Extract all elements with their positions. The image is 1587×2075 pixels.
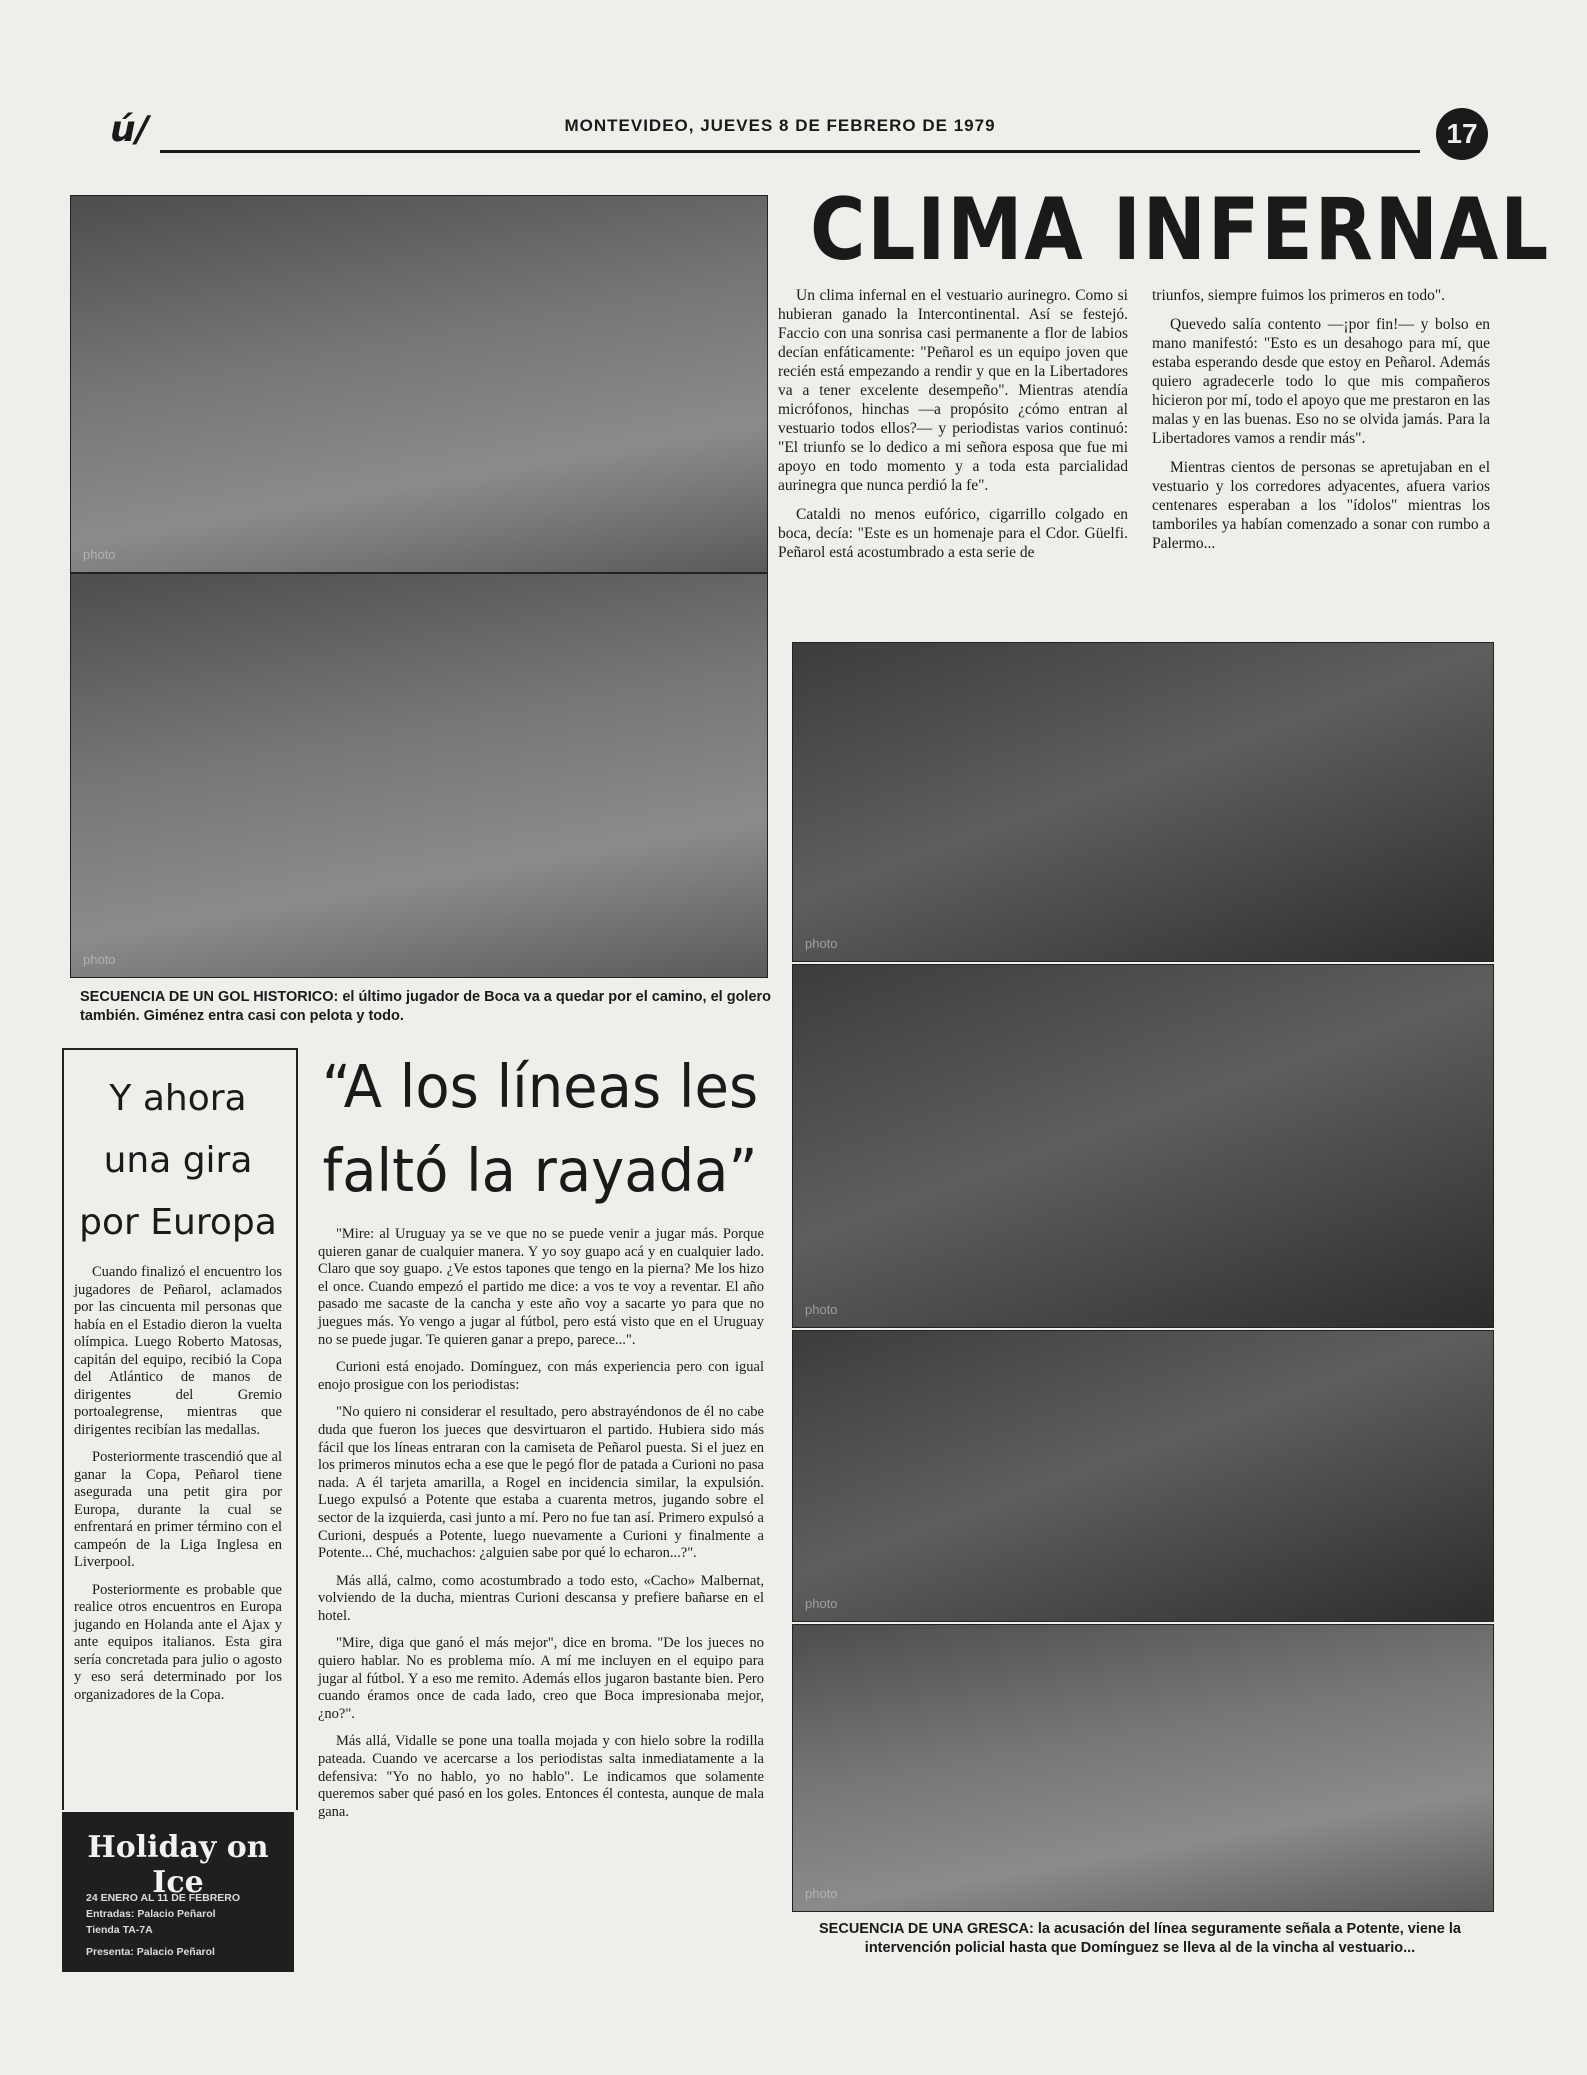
section-logo: ú/ — [110, 109, 149, 150]
photo-label: photo — [805, 1886, 838, 1901]
headline-line: Y ahora — [109, 1078, 247, 1119]
middle-headline — [320, 1046, 760, 1214]
headline-line: “A los líneas les — [321, 1053, 759, 1122]
main-article-col-2 — [1152, 286, 1490, 563]
paragraph: Cataldi no menos eufórico, cigarrillo colgado en boca, decía: "Este es un homenaje para el Cdor. Güelfi. Peñarol está acostumbrado a esta serie de — [778, 506, 1128, 561]
paragraph: "Mire: al Uruguay ya se ve que no se puede venir a jugar más. Porque quieren ganar de cualquier manera. Y yo soy guapo acá y en cualquier lado. Claro que soy guapo. ¿Ve estos tapones que tengo en la pierna? Me los hizo el once. Cuando empezó el partido me dice: a vos te voy a reventar. El año pasado me sacaste de la cancha y este año voy a sacarte yo para que no juegues más. Yo vengo a jugar al fútbol, pero está visto que en el Uruguay no se puede jugar. Te quieren ganar a prepo, parece...". — [318, 1226, 764, 1348]
header-rule — [160, 150, 1420, 153]
goal-photo-2 — [70, 573, 768, 978]
photo-label: photo — [805, 936, 838, 951]
middle-article-text — [318, 1226, 764, 1831]
paragraph: "Mire, diga que ganó el más mejor", dice en broma. "De los jueces no quiero hablar. No es problema mío. A mí me incluyen en el equipo para jugar al fútbol. Y a eso me remito. Además ellos jugaron bastante bien. Pero cuando éramos once de cada lado, creo que Boca impresionaba mejor, ¿no?". — [318, 1635, 764, 1722]
paragraph: Mientras cientos de personas se apretujaban en el vestuario y los corredores adyacentes, afuera varios centenares esperaban a los "ídolos" mientras los tamboriles ya habían comenzado a sonar con rumbo a Palermo... — [1152, 459, 1490, 552]
brawl-caption: SECUENCIA DE UNA GRESCA: la acusación del línea seguramente señala a Potente, viene la intervención policial hasta que Domínguez se lleva al de la vincha al vestuario... — [819, 1921, 1461, 1956]
paragraph: Quevedo salía contento —¡por fin!— y bolso en mano manifestó: "Esto es un desahogo para mí, que estaba esperando desde que estoy en Peñarol. Además quiero agradecerle todo lo que mis compañeros hicieron por mí, todo el apoyo que me prestaron en las malas y en las buenas. Eso no se olvida jamás. Para la Libertadores vamos a rendir más". — [1152, 316, 1490, 447]
photo-label: photo — [83, 952, 116, 967]
dateline: MONTEVIDEO, JUEVES 8 DE FEBRERO DE 1979 — [564, 116, 996, 135]
paragraph: Posteriormente es probable que realice otros encuentros en Europa jugando en Holanda ante el Ajax y ante equipos italianos. Esta gira sería concretada para julio o agosto y eso será determinado por los organizadores de la Copa. — [74, 1581, 282, 1703]
ad-dates: 24 ENERO AL 11 DE FEBRERO — [86, 1892, 241, 1904]
brawl-photo-3 — [792, 1330, 1494, 1622]
goal-caption: SECUENCIA DE UN GOL HISTORICO: el último jugador de Boca va a quedar por el camino, el golero también. Giménez entra casi con pelota y todo. — [80, 989, 772, 1024]
brawl-photo-1 — [792, 642, 1494, 962]
brawl-photo-2 — [792, 964, 1494, 1328]
main-article-col-1 — [778, 286, 1128, 572]
headline-line: faltó la rayada” — [322, 1137, 758, 1206]
ad-tickets: Entradas: Palacio Peñarol — [86, 1908, 216, 1920]
paragraph: Curioni está enojado. Domínguez, con más experiencia pero con igual enojo prosigue con los periodistas: — [318, 1359, 764, 1393]
main-headline: CLIMA INFERNAL — [810, 180, 1551, 280]
paragraph: triunfos, siempre fuimos los primeros en todo". — [1152, 287, 1446, 304]
sidebar-text — [74, 1264, 282, 1714]
paragraph: Más allá, Vidalle se pone una toalla mojada y con hielo sobre la rodilla pateada. Cuando ve acercarse a los periodistas salta inmediatamente a la defensiva: "Yo no hablo, yo no hablo". Le indicamos que solamente queremos saber qué pasó en los goles. Entonces él contesta, aunque de mala gana. — [318, 1733, 764, 1820]
photo-label: photo — [805, 1596, 838, 1611]
brawl-photo-4 — [792, 1624, 1494, 1912]
holiday-on-ice-ad — [62, 1812, 294, 1972]
photo-label: photo — [83, 547, 116, 562]
page-number: 17 — [1436, 108, 1488, 160]
ad-title: Holiday on Ice — [87, 1830, 269, 1900]
headline-line: por Europa — [79, 1202, 277, 1243]
headline-line: una gira — [103, 1140, 253, 1181]
paragraph: Cuando finalizó el encuentro los jugadores de Peñarol, aclamados por las cincuenta mil personas que había en el Estadio dieron la vuelta olímpica. Luego Roberto Matosas, capitán del equipo, recibió la Copa del Atlántico de manos de dirigentes del Gremio portoalegrense, mientras que dirigentes recibían las medallas. — [74, 1264, 282, 1438]
photo-label: photo — [805, 1302, 838, 1317]
ad-presenter: Presenta: Palacio Peñarol — [86, 1946, 215, 1958]
goal-photo-1 — [70, 195, 768, 573]
paragraph: Un clima infernal en el vestuario aurinegro. Como si hubieran ganado la Intercontinental. Así se festejó. Faccio con una sonrisa casi permanente a flor de labios decían enfáticamente: "Peñarol es un equipo joven que recién está empezando a rendir y que en la Libertadores va a tener excelente desempeño". Mientras atendía micrófonos, hinchas —a propósito ¿cómo entran al vestuario todos ellos?— y periodistas varios continuó: "El triunfo se lo dedico a mi señora esposa que fue mi apoyo en todo momento y a toda esta parcialidad aurinegra que nunca perdió la fe". — [778, 287, 1128, 494]
ad-store: Tienda TA-7A — [86, 1924, 153, 1936]
paragraph: Más allá, calmo, como acostumbrado a todo esto, «Cacho» Malbernat, volviendo de la ducha, mientras Curioni descansa y prefiere bañarse en el hotel. — [318, 1572, 764, 1624]
paragraph: "No quiero ni considerar el resultado, pero abstrayéndonos de él no cabe duda que fueron los jueces que desvirtuaron el partido. Hubiera sido más fácil que los líneas entraran con la camiseta de Peñarol puesta. Si el juez en los primeros minutos echa a ese que le pegó flor de patada a Curioni no pasa nada. A él tarjeta amarilla, a Rogel en incidencia similar, la expulsión. Luego expulsó a Potente que estaba a cuarenta metros, jugando sobre el sector de la izquierda, casi junto a mí. Pero no fue tan así. Primero expulsó a Curioni, después a Potente, luego nuevamente a Curioni y finalmente a Potente... Ché, muchachos: ¿alguien sabe por qué lo echaron...?". — [318, 1404, 764, 1562]
paragraph: Posteriormente trascendió que al ganar la Copa, Peñarol tiene asegurada una petit gira por Europa, durante la cual se enfrentará en primer término con el campeón de la Liga Inglesa en Liverpool. — [74, 1449, 282, 1570]
sidebar-headline — [64, 1068, 292, 1254]
